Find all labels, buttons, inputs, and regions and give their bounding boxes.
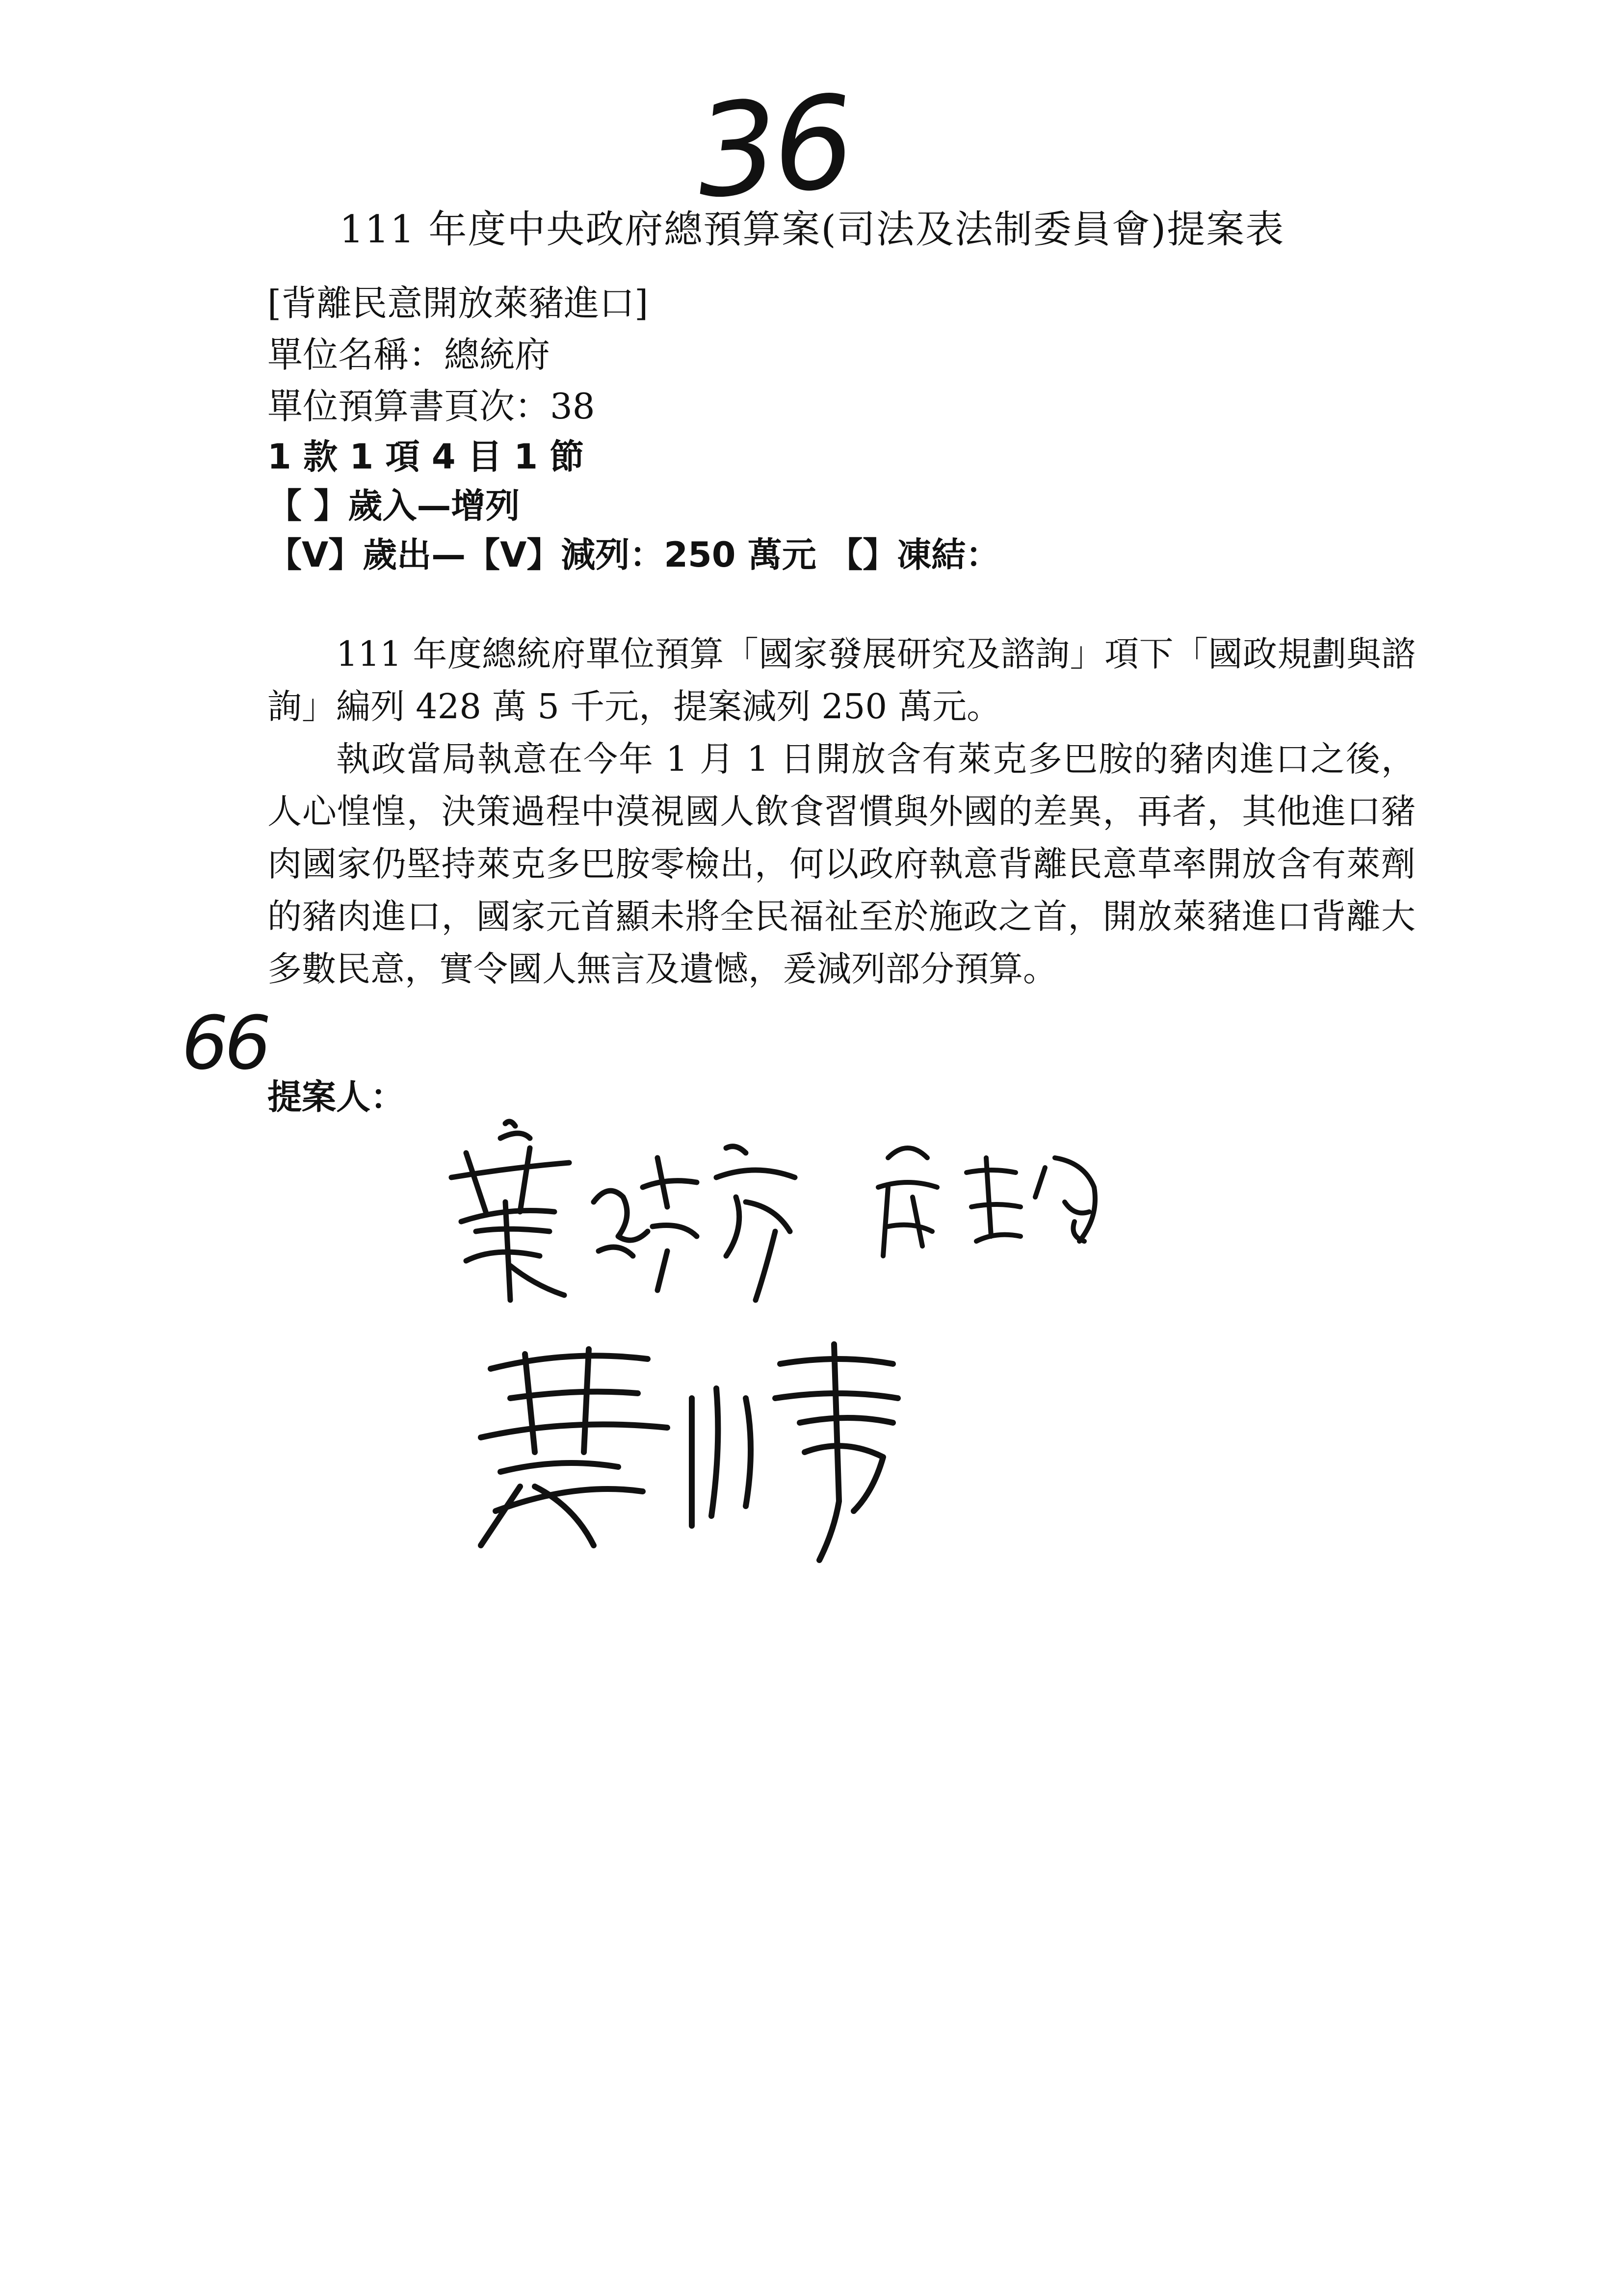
unit-name: 單位名稱：總統府 (267, 334, 550, 375)
body-paragraph-1: 111 年度總統府單位預算「國家發展研究及諮詢」項下「國政規劃與諮詢」編列 428 萬 5 千元，提案減列 250 萬元。 (267, 634, 1415, 727)
document-title: 111 年度中央政府總預算案(司法及法制委員會)提案表 (339, 208, 1285, 252)
handwritten-page-number: 36 (691, 68, 854, 227)
signature-3 (461, 1325, 932, 1580)
budget-code: 1 款 1 項 4 目 1 節 (267, 437, 584, 477)
budget-page: 單位預算書頁次：38 (267, 386, 595, 427)
handwritten-side-number: 66 (182, 1001, 267, 1086)
proposal-subject: [背離民意開放萊豬進口] (267, 283, 649, 324)
signature-2 (859, 1128, 1133, 1276)
revenue-line: 【 】歲入—增列 (267, 486, 520, 526)
body-paragraph-2: 執政當局執意在今年 1 月 1 日開放含有萊克多巴胺的豬肉進口之後，人心惶惶，決策過程中漠視國人飲食習慣與外國的差異，再者，其他進口豬肉國家仍堅持萊克多巴胺零檢出，何以政府執意背離民意草率開放含有萊劑的豬肉進口，國家元首顯未將全民福祉至於施政之首，開放萊豬進口背離大多數民意，實令國人無言及遺憾，爰減列部分預算。 (267, 739, 1415, 989)
proposer-label: 提案人： (267, 1077, 405, 1117)
expenditure-line: 【V】歲出—【V】減列：250 萬元 【】凍結： (267, 535, 1000, 575)
signature-1 (432, 1104, 834, 1310)
